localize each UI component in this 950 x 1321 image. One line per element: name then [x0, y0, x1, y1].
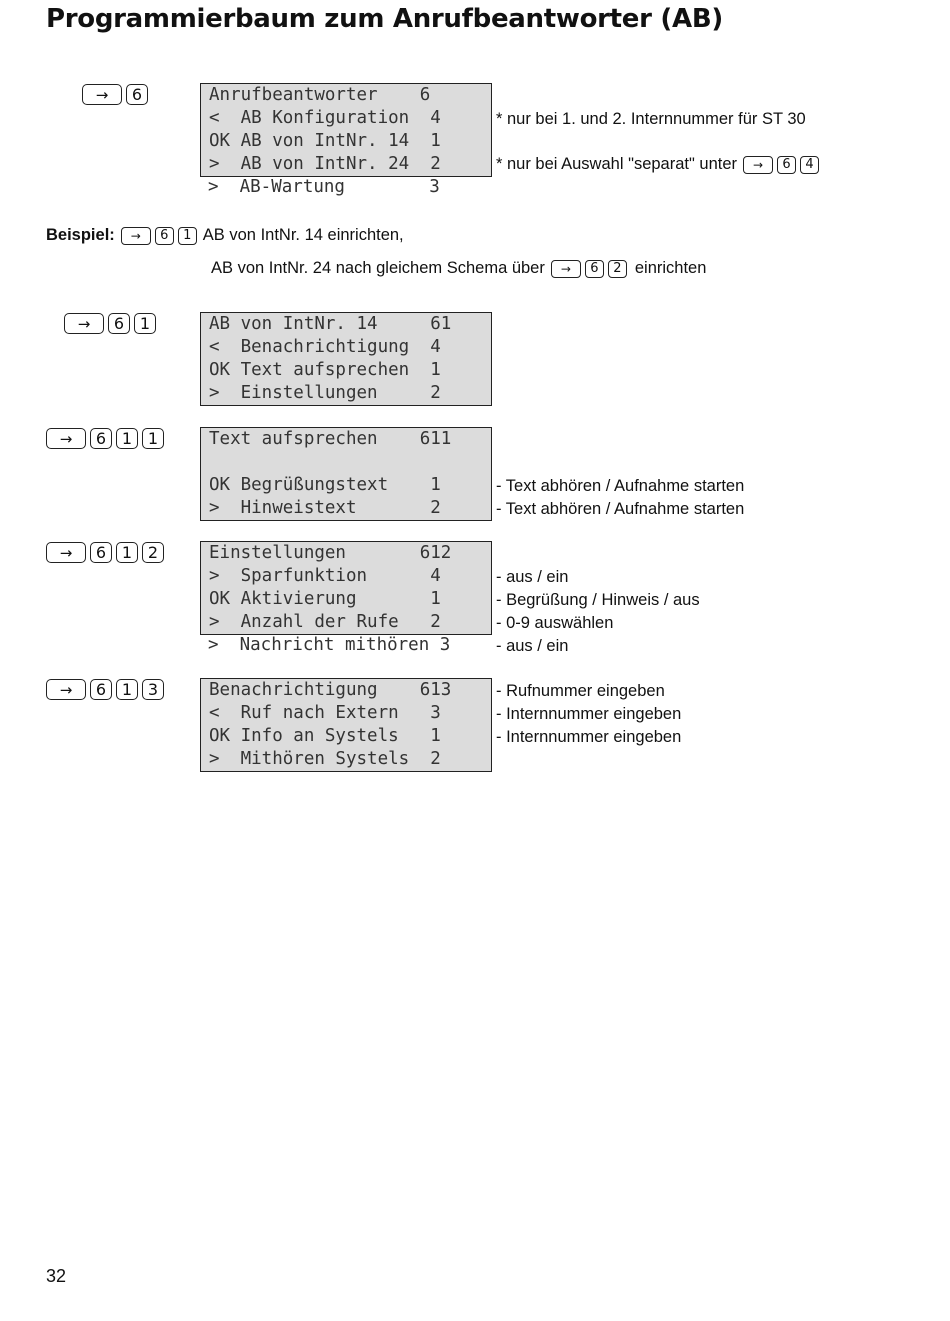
lcd-display-ab-14 — [200, 312, 492, 406]
arrow-key-icon: → — [64, 313, 104, 334]
lcd-display-benachrichtigung — [200, 678, 492, 772]
page-title: Programmierbaum zum Anrufbeantworter (AB) — [46, 4, 723, 34]
lcd-line: OK AB von IntNr. 14 1 — [209, 131, 441, 151]
lcd-display-einstellungen — [200, 541, 492, 635]
key-sequence-612 — [46, 542, 164, 563]
key-sequence-613 — [46, 679, 164, 700]
digit-key: 1 — [178, 227, 197, 245]
example-text: AB von IntNr. 14 einrichten, — [202, 226, 404, 244]
lcd-line: Benachrichtigung 613 — [209, 680, 452, 700]
page-number: 32 — [46, 1266, 67, 1286]
digit-key: 1 — [134, 313, 156, 334]
arrow-key-icon: → — [121, 227, 151, 245]
lcd-line: Einstellungen 612 — [209, 543, 452, 563]
example-text: AB von IntNr. 24 nach gleichem Schema über — [211, 259, 545, 277]
arrow-key-icon: → — [46, 428, 86, 449]
arrow-key-icon: → — [46, 679, 86, 700]
key-sequence-61 — [121, 227, 197, 245]
lcd-display-ab-menu — [200, 83, 492, 177]
lcd-line: > Mithören Systels 2 — [209, 749, 441, 769]
lcd-line: < Benachrichtigung 4 — [209, 337, 441, 357]
lcd-line: > AB von IntNr. 24 2 — [209, 154, 441, 174]
digit-key: 4 — [800, 156, 819, 174]
note: - Internnummer eingeben — [496, 728, 682, 746]
lcd-line-outside: > Nachricht mithören 3 — [208, 635, 451, 655]
digit-key: 6 — [777, 156, 796, 174]
note: - 0-9 auswählen — [496, 614, 614, 632]
lcd-line: AB von IntNr. 14 61 — [209, 314, 452, 334]
footnote-separat — [496, 155, 819, 174]
key-sequence-6 — [82, 84, 148, 105]
example-text: einrichten — [634, 259, 707, 277]
example-line-2 — [211, 259, 706, 278]
lcd-line: > Einstellungen 2 — [209, 383, 441, 403]
note: - aus / ein — [496, 568, 569, 586]
lcd-line-outside: > AB-Wartung 3 — [208, 177, 440, 197]
lcd-display-text-aufsprechen — [200, 427, 492, 521]
digit-key: 3 — [142, 679, 164, 700]
note: - Text abhören / Aufnahme starten — [496, 500, 745, 518]
digit-key: 2 — [142, 542, 164, 563]
digit-key: 1 — [116, 428, 138, 449]
digit-key: 6 — [90, 679, 112, 700]
lcd-line: OK Info an Systels 1 — [209, 726, 441, 746]
arrow-key-icon: → — [743, 156, 773, 174]
footnote-text: * nur bei Auswahl "separat" unter — [496, 155, 738, 173]
lcd-line: > Hinweistext 2 — [209, 498, 441, 518]
lcd-line: < Ruf nach Extern 3 — [209, 703, 441, 723]
key-sequence-611 — [46, 428, 164, 449]
lcd-line: Text aufsprechen 611 — [209, 429, 452, 449]
note: - Text abhören / Aufnahme starten — [496, 477, 745, 495]
digit-key: 6 — [585, 260, 604, 278]
note: - Begrüßung / Hinweis / aus — [496, 591, 700, 609]
lcd-line: Anrufbeantworter 6 — [209, 85, 431, 105]
lcd-line: > Anzahl der Rufe 2 — [209, 612, 441, 632]
note: - Internnummer eingeben — [496, 705, 682, 723]
key-sequence-64 — [743, 156, 819, 174]
lcd-line — [201, 451, 491, 474]
lcd-line: < AB Konfiguration 4 — [209, 108, 441, 128]
digit-key: 6 — [108, 313, 130, 334]
digit-key: 1 — [142, 428, 164, 449]
digit-key: 6 — [90, 542, 112, 563]
lcd-line: OK Begrüßungstext 1 — [209, 475, 441, 495]
digit-key: 1 — [116, 542, 138, 563]
digit-key: 6 — [155, 227, 174, 245]
note: - Rufnummer eingeben — [496, 682, 665, 700]
note: - aus / ein — [496, 637, 569, 655]
digit-key: 1 — [116, 679, 138, 700]
lcd-line: > Sparfunktion 4 — [209, 566, 441, 586]
example-line-1 — [46, 226, 404, 245]
digit-key: 2 — [608, 260, 627, 278]
example-label: Beispiel: — [46, 226, 115, 244]
arrow-key-icon: → — [551, 260, 581, 278]
key-sequence-62 — [551, 260, 627, 278]
digit-key: 6 — [90, 428, 112, 449]
footnote-st30: * nur bei 1. und 2. Internnummer für ST 30 — [496, 110, 806, 128]
lcd-line: OK Aktivierung 1 — [209, 589, 441, 609]
digit-key: 6 — [126, 84, 148, 105]
lcd-line: OK Text aufsprechen 1 — [209, 360, 441, 380]
arrow-key-icon: → — [82, 84, 122, 105]
key-sequence-61 — [64, 313, 156, 334]
arrow-key-icon: → — [46, 542, 86, 563]
